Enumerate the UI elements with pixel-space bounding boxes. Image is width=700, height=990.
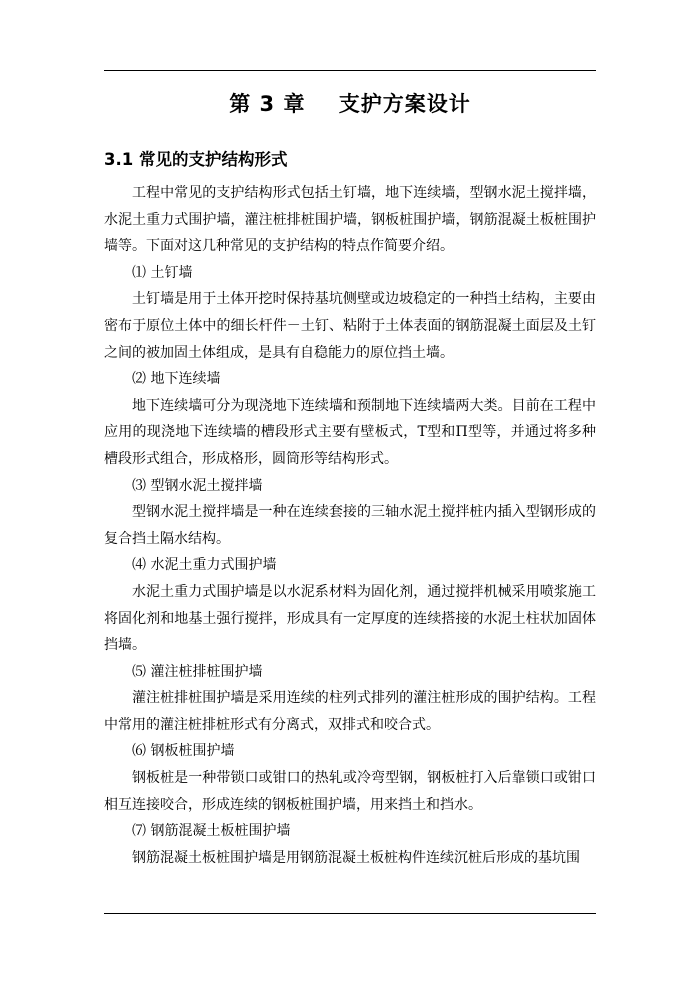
subheading-rc-sheet-pile-wall: ⑺ 钢筋混凝土板桩围护墙 xyxy=(132,823,291,840)
body-text xyxy=(104,180,596,871)
footer-rule xyxy=(104,913,596,914)
section-title: 3.1 常见的支护结构形式 xyxy=(104,150,288,169)
paragraph-diaphragm-wall: 地下连续墙可分为现浇地下连续墙和预制地下连续墙两大类。目前在工程中应用的现浇地下连续墙的槽段形式主要有壁板式，T型和Π型等，并通过将多种槽段形式组合，形成格形，圆筒形等结构形式。 xyxy=(104,397,596,467)
paragraph-steel-sheet-pile-wall: 钢板桩是一种带锁口或钳口的热轧或冷弯型钢，钢板桩打入后靠锁口或钳口相互连接咬合，形成连续的钢板桩围护墙，用来挡土和挡水。 xyxy=(104,770,596,813)
paragraph-bored-pile-wall: 灌注桩排桩围护墙是采用连续的柱列式排列的灌注桩形成的围护结构。工程中常用的灌注桩排桩形式有分离式，双排式和咬合式。 xyxy=(104,690,596,733)
subheading-soil-nail-wall: ⑴ 土钉墙 xyxy=(132,264,193,281)
subheading-diaphragm-wall: ⑵ 地下连续墙 xyxy=(132,371,221,388)
subheading-steel-sheet-pile-wall: ⑹ 钢板桩围护墙 xyxy=(132,743,235,760)
paragraph-gravity-wall: 水泥土重力式围护墙是以水泥系材料为固化剂，通过搅拌机械采用喷浆施工将固化剂和地基土强行搅拌，形成具有一定厚度的连续搭接的水泥土柱状加固体挡墙。 xyxy=(104,583,596,654)
paragraph-rc-sheet-pile-wall: 钢筋混凝土板桩围护墙是用钢筋混凝土板桩构件连续沉桩后形成的基坑围 xyxy=(132,849,580,866)
paragraph-soil-nail-wall: 土钉墙是用于土体开挖时保持基坑侧壁或边坡稳定的一种挡土结构，主要由密布于原位土体中的细长杆件－土钉、粘附于土体表面的钢筋混凝土面层及土钉之间的被加固土体组成，是具有自稳能力的原位挡土墙。 xyxy=(104,291,596,361)
subheading-bored-pile-wall: ⑸ 灌注桩排桩围护墙 xyxy=(132,663,263,680)
chapter-title: 第 3 章 支护方案设计 xyxy=(229,92,471,116)
intro-paragraph: 工程中常见的支护结构形式包括土钉墙，地下连续墙，型钢水泥土搅拌墙，水泥土重力式围护墙，灌注桩排桩围护墙，钢板桩围护墙，钢筋混凝土板桩围护墙等。下面对这几种常见的支护结构的特点作简要介绍。 xyxy=(104,185,596,255)
paragraph-smw-wall: 型钢水泥土搅拌墙是一种在连续套接的三轴水泥土搅拌桩内插入型钢形成的复合挡土隔水结构。 xyxy=(104,504,596,547)
subheading-smw-wall: ⑶ 型钢水泥土搅拌墙 xyxy=(132,477,263,494)
subheading-gravity-wall: ⑷ 水泥土重力式围护墙 xyxy=(132,557,277,574)
header-rule xyxy=(104,70,596,71)
